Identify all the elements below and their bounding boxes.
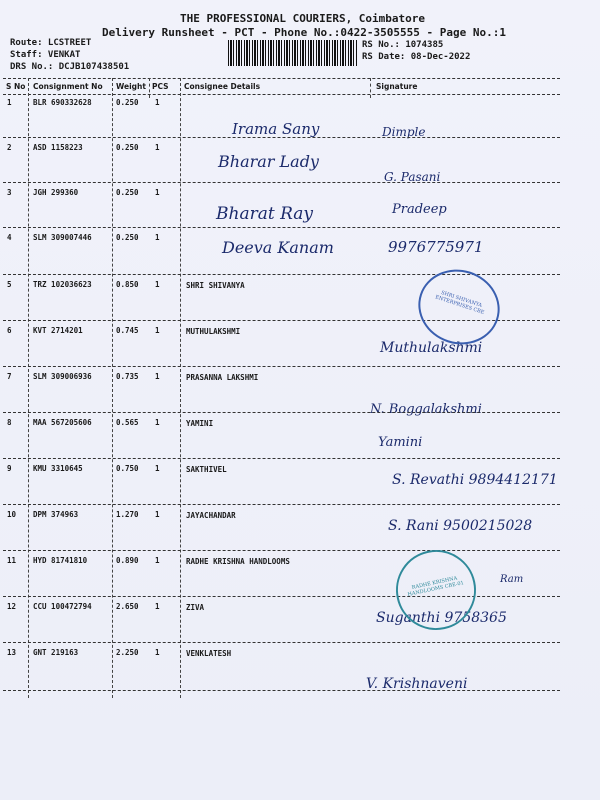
column-header-consignee: Consignee Details (184, 82, 261, 91)
row-consignee: SHRI SHIVANYA (186, 281, 245, 290)
col-divider (370, 78, 371, 98)
row-signature: Pradeep (392, 202, 447, 217)
row-divider (3, 504, 560, 505)
row-consignment-no: KVT 2714201 (33, 326, 83, 335)
row-consignee: SAKTHIVEL (186, 465, 227, 474)
row-consignee: PRASANNA LAKSHMI (186, 373, 259, 382)
row-consignment-no: CCU 100472794 (33, 602, 92, 611)
column-header-consignment: Consignment No (33, 82, 103, 91)
row-weight: 2.650 (116, 602, 139, 611)
row-divider (3, 596, 560, 597)
row-divider (3, 366, 560, 367)
company-title: THE PROFESSIONAL COURIERS, Coimbatore (180, 12, 426, 25)
row-sno: 5 (7, 280, 12, 289)
row-consignment-no: JGH 299360 (33, 188, 79, 197)
rs-number: RS No.: 1074385 (362, 40, 444, 50)
row-signature: G. Pasani (384, 170, 441, 184)
row-weight: 0.735 (116, 372, 139, 381)
row-consignee-handwritten: Bharat Ray (216, 204, 314, 224)
row-divider (3, 458, 560, 459)
row-weight: 0.250 (116, 143, 139, 152)
col-divider (28, 78, 29, 698)
column-header-sno: S No (6, 82, 26, 91)
col-divider (149, 78, 150, 98)
row-weight: 1.270 (116, 510, 139, 519)
row-weight: 0.250 (116, 98, 139, 107)
row-divider (3, 182, 560, 183)
row-signature: Yamini (378, 435, 423, 450)
stamp-text: SHRI SHIVANYA ENTERPRISES CBE (434, 289, 485, 316)
row-consignee: VENKLATESH (186, 649, 232, 658)
row-consignee: JAYACHANDAR (186, 511, 236, 520)
row-consignee: ZIVA (186, 603, 205, 612)
row-consignment-no: DPM 374963 (33, 510, 79, 519)
row-pcs: 1 (155, 98, 160, 107)
row-consignee: RADHE KRISHNA HANDLOOMS (186, 557, 290, 566)
row-signature: Dimple (382, 125, 426, 139)
drs-number: DRS No.: DCJB107438501 (10, 62, 130, 72)
row-pcs: 1 (155, 326, 160, 335)
row-signature: N. Boggalakshmi (370, 402, 482, 417)
row-signature: S. Rani 9500215028 (388, 518, 533, 534)
row-consignee-handwritten: Deeva Kanam (222, 238, 334, 257)
row-pcs: 1 (155, 648, 160, 657)
barcode (228, 40, 358, 66)
column-header-weight: Weight (116, 82, 146, 91)
row-sno: 8 (7, 418, 12, 427)
row-pcs: 1 (155, 188, 160, 197)
row-pcs: 1 (155, 280, 160, 289)
row-weight: 0.565 (116, 418, 139, 427)
row-sno: 11 (7, 556, 17, 565)
row-consignment-no: TRZ 102036623 (33, 280, 92, 289)
row-consignment-no: KMU 3310645 (33, 464, 83, 473)
row-sno: 3 (7, 188, 12, 197)
row-sno: 4 (7, 233, 12, 242)
row-signature: Suganthi 9758365 (376, 610, 507, 626)
row-consignment-no: MAA 567205606 (33, 418, 92, 427)
row-weight: 0.250 (116, 188, 139, 197)
row-sno: 12 (7, 602, 17, 611)
row-signature: 9976775971 (388, 238, 484, 256)
row-consignment-no: SLM 309007446 (33, 233, 92, 242)
rs-date: RS Date: 08-Dec-2022 (362, 52, 471, 62)
route-label: Route: LCSTREET (10, 38, 92, 48)
row-divider (3, 137, 560, 138)
row-pcs: 1 (155, 418, 160, 427)
row-weight: 0.890 (116, 556, 139, 565)
row-pcs: 1 (155, 556, 160, 565)
row-sno: 7 (7, 372, 12, 381)
col-divider (180, 78, 181, 698)
row-divider (3, 690, 560, 691)
row-divider (3, 550, 560, 551)
row-consignment-no: ASD 1158223 (33, 143, 83, 152)
stamp-text: RADHE KRISHNA HANDLOOMS CBE-01 (407, 575, 465, 598)
row-consignment-no: HYD 81741810 (33, 556, 88, 565)
row-weight: 0.750 (116, 464, 139, 473)
runsheet-subtitle: Delivery Runsheet - PCT - Phone No.:0422-3505555 - Page No.:1 (102, 26, 506, 39)
row-consignee-handwritten: Irama Sany (232, 120, 320, 138)
row-weight: 0.250 (116, 233, 139, 242)
row-signature: Muthulakshmi (380, 340, 483, 356)
row-sno: 2 (7, 143, 12, 152)
row-consignment-no: SLM 309006936 (33, 372, 92, 381)
row-signature: Ram (500, 574, 524, 585)
row-sno: 1 (7, 98, 12, 107)
column-header-pcs: PCS (152, 82, 169, 91)
row-consignee: MUTHULAKSHMI (186, 327, 241, 336)
row-pcs: 1 (155, 372, 160, 381)
row-consignee: YAMINI (186, 419, 214, 428)
column-header-signature: Signature (376, 82, 418, 91)
row-signature: S. Revathi 9894412171 (392, 472, 558, 488)
row-consignment-no: GNT 219163 (33, 648, 79, 657)
row-consignment-no: BLR 690332628 (33, 98, 92, 107)
row-divider (3, 227, 560, 228)
row-sno: 6 (7, 326, 12, 335)
header-bottom-border (3, 94, 560, 95)
staff-label: Staff: VENKAT (10, 50, 81, 60)
row-weight: 0.850 (116, 280, 139, 289)
row-pcs: 1 (155, 602, 160, 611)
row-weight: 0.745 (116, 326, 139, 335)
row-pcs: 1 (155, 143, 160, 152)
row-weight: 2.250 (116, 648, 139, 657)
row-pcs: 1 (155, 510, 160, 519)
row-consignee-handwritten: Bharar Lady (218, 152, 319, 171)
row-divider (3, 642, 560, 643)
row-sno: 9 (7, 464, 12, 473)
row-pcs: 1 (155, 233, 160, 242)
col-divider (112, 78, 113, 698)
row-pcs: 1 (155, 464, 160, 473)
row-sno: 10 (7, 510, 17, 519)
row-sno: 13 (7, 648, 17, 657)
table-top-border (3, 78, 560, 79)
row-signature: V. Krishnaveni (366, 676, 468, 692)
row-divider (3, 412, 560, 413)
